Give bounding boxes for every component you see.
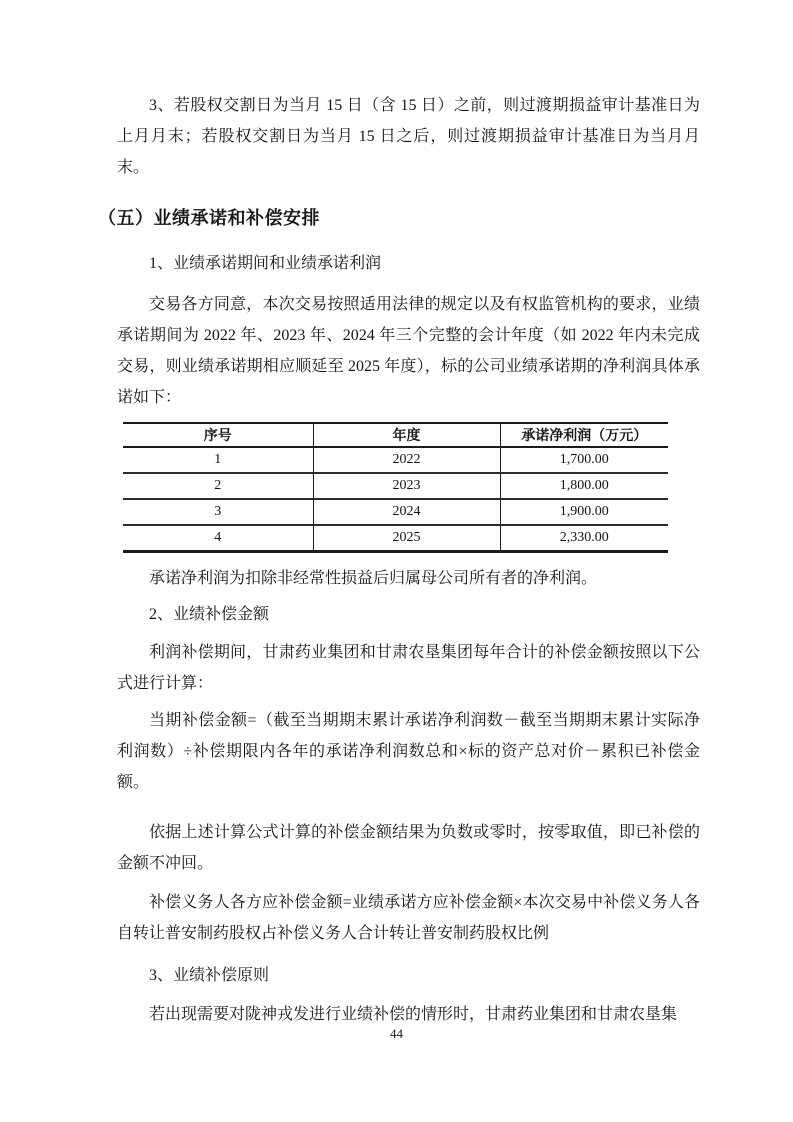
- paragraph-net-profit-note: 承诺净利润为扣除非经常性损益后归属母公司所有者的净利润。: [149, 570, 598, 587]
- item1-title: 1、业绩承诺期间和业绩承诺利润: [149, 255, 382, 272]
- table-cell-profit: 2,330.00: [559, 530, 609, 545]
- table-row: [123, 525, 668, 552]
- paragraph-agreement: 交易各方同意，本次交易按照适用法律的规定以及有权监管机构的要求，业绩承诺期间为 2022 年、2023 年、2024 年三个完整的会计年度（如 2022 年内未完成交易，则业绩承诺期相应顺延至 2025 年度），标的公司业绩承诺期的净利润具体承诺如下：: [117, 296, 700, 406]
- table-header-row: [123, 423, 668, 447]
- table-cell-year: 2023: [313, 473, 500, 499]
- table-header-index: 序号: [123, 423, 313, 447]
- paragraph-compensation-formula: 当期补偿金额=（截至当期期末累计承诺净利润数－截至当期期末累计实际净利润数）÷补偿期限内各年的承诺净利润数总和×标的资产总对价－累积已补偿金额。: [117, 712, 700, 791]
- page-content: [98, 0, 700, 1030]
- commitment-table: [123, 422, 668, 553]
- paragraph-if-compensation: 若出现需要对陇神戎发进行业绩补偿的情形时，甘肃药业集团和甘肃农垦集: [149, 1006, 678, 1023]
- paragraph-obligor-formula: 补偿义务人各方应补偿金额=业绩承诺方应补偿金额×本次交易中补偿义务人各自转让普安制药股权占补偿义务人合计转让普安制药股权比例: [117, 894, 700, 942]
- table-cell-index: 4: [123, 525, 313, 552]
- table-cell-index: 1: [123, 447, 313, 473]
- table-row: [123, 499, 668, 525]
- table-cell-profit: 1,800.00: [500, 473, 668, 499]
- table-cell-year: 2024: [313, 499, 500, 525]
- table-cell-index: 2: [123, 473, 313, 499]
- table-cell-profit: 1,900.00: [500, 499, 668, 525]
- item3-title: 3、业绩补偿原则: [149, 967, 270, 984]
- table-cell-year: 2025: [313, 525, 500, 552]
- table-header-year: 年度: [313, 423, 500, 447]
- table-header-profit: 承诺净利润（万元）: [500, 423, 668, 447]
- table-row: [123, 473, 668, 499]
- paragraph-profit-period: 利润补偿期间，甘肃药业集团和甘肃农垦集团每年合计的补偿金额按照以下公式进行计算：: [117, 644, 700, 692]
- item2-title: 2、业绩补偿金额: [149, 606, 270, 623]
- table-cell-index: 3: [123, 499, 313, 525]
- table-cell-year: 2022: [313, 447, 500, 473]
- paragraph-transition-audit-date: 3、若股权交割日为当月 15 日（含 15 日）之前，则过渡期损益审计基准日为上月月末；若股权交割日为当月 15 日之后，则过渡期损益审计基准日为当月月末。: [117, 97, 700, 176]
- page-number: 44: [390, 1026, 403, 1041]
- paragraph-zero-rule: 依据上述计算公式计算的补偿金额结果为负数或零时，按零取值，即已补偿的金额不冲回。: [117, 824, 700, 872]
- table-row: [123, 447, 668, 473]
- commitment-table-wrapper: [123, 422, 700, 553]
- table-cell-profit: 1,700.00: [500, 447, 668, 473]
- section-heading: （五）业绩承诺和补偿安排: [98, 208, 320, 228]
